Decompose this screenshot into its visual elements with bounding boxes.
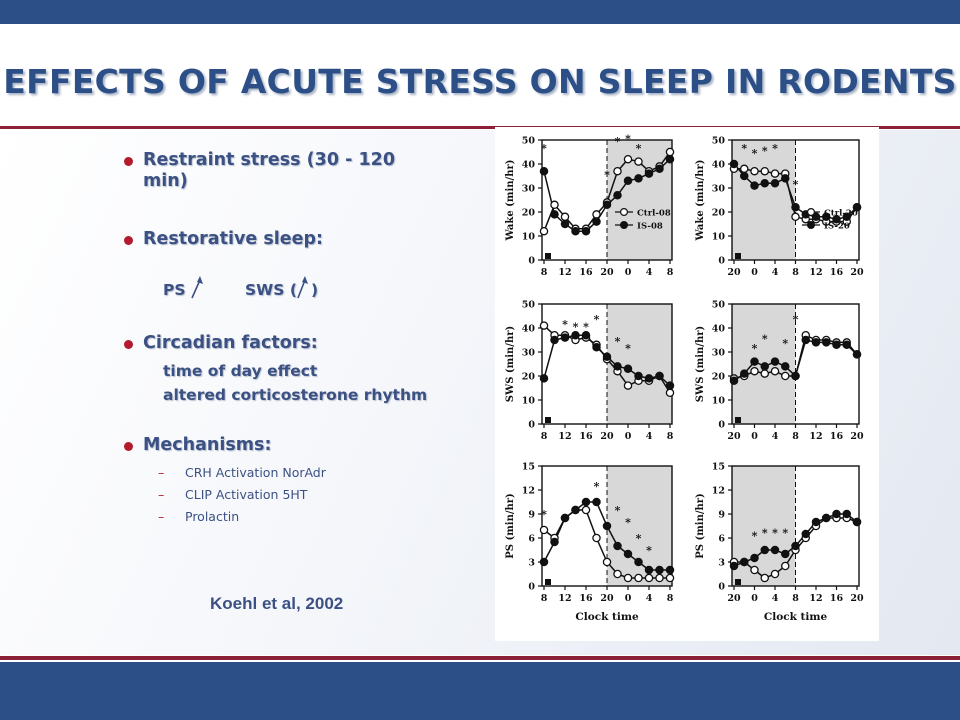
bullet-dot	[124, 442, 133, 451]
y-tick-label: 0	[718, 581, 725, 593]
data-point-open	[751, 566, 758, 573]
data-point-open	[751, 368, 758, 375]
y-axis-label: SWS (min/hr)	[695, 325, 706, 403]
data-point-open	[624, 156, 631, 163]
x-tick-label: 4	[771, 431, 779, 442]
data-point-filled	[540, 168, 547, 175]
y-tick-label: 0	[528, 581, 535, 593]
y-tick-label: 12	[711, 485, 725, 497]
legend-marker	[621, 209, 628, 216]
significance-asterisk: *	[541, 508, 547, 521]
data-point-open	[624, 382, 631, 389]
data-point-open	[771, 368, 778, 375]
data-point-filled	[551, 211, 558, 218]
stress-marker	[545, 253, 551, 259]
significance-asterisk: *	[792, 178, 799, 191]
y-tick-label: 0	[718, 255, 725, 267]
data-point-open	[751, 168, 758, 175]
x-tick-label: 0	[751, 267, 758, 278]
data-point-filled	[624, 177, 631, 184]
circadian-item: time of day effect	[163, 362, 318, 380]
mechanism-item: CRH Activation NorAdr	[185, 465, 326, 480]
significance-asterisk: *	[614, 134, 621, 148]
y-tick-label: 0	[528, 419, 535, 431]
data-point-filled	[624, 550, 631, 557]
y-axis-label: Wake (min/hr)	[505, 159, 516, 241]
y-tick-label: 30	[521, 347, 535, 359]
stress-marker	[545, 579, 551, 585]
data-point-filled	[635, 175, 642, 182]
x-tick-label: 0	[624, 593, 632, 604]
data-point-filled	[656, 372, 663, 379]
citation: Koehl et al, 2002	[210, 594, 344, 613]
stress-marker	[735, 417, 741, 423]
significance-asterisk: *	[614, 504, 621, 517]
sleep-charts	[495, 127, 879, 641]
data-point-open	[540, 322, 547, 329]
x-tick-label: 8	[792, 593, 799, 604]
data-point-open	[666, 148, 673, 155]
ps-label: PS	[163, 281, 186, 299]
data-point-filled	[635, 372, 642, 379]
y-tick-label: 10	[521, 231, 535, 243]
x-tick-label: 8	[792, 267, 799, 278]
y-tick-label: 40	[711, 159, 725, 171]
data-point-filled	[540, 558, 547, 565]
y-tick-label: 50	[711, 135, 725, 147]
legend-marker	[621, 222, 628, 229]
data-point-filled	[741, 558, 748, 565]
data-point-filled	[843, 341, 850, 348]
data-point-filled	[551, 336, 558, 343]
data-point-filled	[823, 514, 830, 521]
significance-asterisk: *	[792, 313, 799, 327]
significance-asterisk: *	[562, 318, 568, 331]
significance-asterisk: *	[761, 526, 768, 540]
data-point-filled	[561, 334, 568, 341]
y-tick-label: 15	[711, 461, 725, 473]
data-point-filled	[593, 344, 600, 351]
y-tick-label: 3	[718, 557, 725, 569]
y-tick-label: 9	[528, 509, 535, 521]
data-point-open	[593, 211, 600, 218]
x-tick-label: 20	[600, 267, 614, 278]
y-axis-label: PS (min/hr)	[505, 493, 516, 559]
significance-asterisk: *	[593, 313, 600, 327]
significance-asterisk: *	[541, 142, 547, 155]
x-tick-label: 12	[558, 267, 572, 278]
data-point-open	[782, 372, 789, 379]
data-point-filled	[540, 375, 547, 382]
data-point-filled	[614, 363, 621, 370]
x-tick-label: 20	[727, 431, 741, 442]
x-tick-label: 16	[579, 267, 593, 278]
y-axis-label: SWS (min/hr)	[505, 325, 516, 403]
legend-marker	[808, 222, 815, 229]
legend-entry: Ctrl-20	[824, 208, 858, 219]
x-tick-label: 12	[809, 593, 823, 604]
bullet-mechanisms: Mechanisms:	[143, 435, 272, 455]
y-tick-label: 50	[521, 135, 535, 147]
significance-asterisk: *	[635, 142, 642, 155]
y-tick-label: 50	[711, 299, 725, 311]
data-point-filled	[656, 165, 663, 172]
data-point-open	[603, 558, 610, 565]
significance-asterisk: *	[782, 337, 789, 351]
data-point-open	[771, 570, 778, 577]
data-point-filled	[582, 228, 589, 235]
significance-asterisk: *	[625, 516, 631, 529]
x-tick-label: 4	[645, 593, 653, 604]
x-tick-label: 20	[727, 593, 741, 604]
mechanism-item: Prolactin	[185, 509, 240, 524]
x-tick-label: 8	[666, 593, 674, 604]
x-tick-label: 8	[792, 431, 799, 442]
x-axis-label: Clock time	[763, 611, 828, 623]
data-point-filled	[582, 498, 589, 505]
circadian-item: altered corticosterone rhythm	[163, 386, 428, 404]
data-point-open	[582, 506, 589, 513]
y-tick-label: 50	[521, 299, 535, 311]
data-point-filled	[730, 562, 737, 569]
dark-phase-shading	[732, 140, 796, 260]
bullet-dot	[124, 157, 133, 166]
bullet-restraint-stress: Restraint stress (30 - 120 min)	[143, 150, 396, 191]
ps-arrow-up-icon	[188, 276, 208, 300]
top-banner	[0, 0, 960, 24]
x-tick-label: 20	[600, 593, 614, 604]
data-point-filled	[843, 510, 850, 517]
bullet-dot	[124, 236, 133, 245]
y-tick-label: 20	[711, 207, 725, 219]
data-point-open	[645, 574, 652, 581]
data-point-filled	[666, 156, 673, 163]
significance-asterisk: *	[772, 526, 778, 540]
significance-asterisk: *	[635, 532, 642, 545]
sleep-figure	[495, 127, 879, 641]
legend-entry: IS-20	[824, 221, 850, 232]
x-tick-label: 4	[645, 431, 653, 442]
x-tick-label: 20	[850, 593, 864, 604]
data-point-open	[561, 213, 568, 220]
data-point-open	[782, 562, 789, 569]
y-tick-label: 6	[718, 533, 725, 545]
y-tick-label: 6	[528, 533, 535, 545]
data-point-filled	[751, 554, 758, 561]
data-point-filled	[561, 220, 568, 227]
x-tick-label: 8	[666, 267, 674, 278]
significance-asterisk: *	[772, 142, 778, 155]
y-tick-label: 30	[521, 183, 535, 195]
slide-title: EFFECTS OF ACUTE STRESS ON SLEEP IN RODENTS	[3, 62, 957, 101]
x-tick-label: 12	[809, 431, 823, 442]
significance-asterisk: *	[572, 320, 579, 334]
stress-marker	[735, 579, 741, 585]
x-tick-label: 4	[645, 267, 653, 278]
x-tick-label: 8	[666, 431, 674, 442]
x-tick-label: 12	[558, 431, 572, 442]
x-tick-label: 16	[829, 431, 844, 442]
mech-dash: –	[158, 465, 165, 480]
significance-asterisk: *	[646, 544, 652, 557]
x-tick-label: 0	[624, 267, 632, 278]
y-tick-label: 40	[521, 323, 535, 335]
data-point-filled	[645, 170, 652, 177]
data-point-filled	[551, 538, 558, 545]
data-point-filled	[761, 180, 768, 187]
y-tick-label: 20	[521, 371, 535, 383]
data-point-filled	[833, 510, 840, 517]
y-tick-label: 15	[521, 461, 535, 473]
x-axis-label: Clock time	[575, 611, 639, 623]
y-tick-label: 3	[528, 557, 535, 569]
data-point-filled	[645, 566, 652, 573]
data-point-filled	[853, 518, 860, 525]
x-tick-label: 16	[579, 593, 593, 604]
stress-marker	[735, 253, 741, 259]
data-point-filled	[833, 341, 840, 348]
x-tick-label: 20	[727, 267, 741, 278]
data-point-filled	[802, 530, 809, 537]
y-tick-label: 12	[521, 485, 535, 497]
y-tick-label: 30	[711, 347, 725, 359]
significance-asterisk: *	[593, 480, 600, 493]
y-axis-label: Wake (min/hr)	[695, 159, 706, 241]
data-point-filled	[741, 370, 748, 377]
data-point-open	[666, 389, 673, 396]
y-tick-label: 40	[521, 159, 535, 171]
data-point-open	[614, 570, 621, 577]
top-divider	[0, 24, 960, 26]
data-point-open	[741, 165, 748, 172]
bullet-dot	[124, 340, 133, 349]
x-tick-label: 20	[600, 431, 614, 442]
x-tick-label: 4	[771, 267, 779, 278]
data-point-filled	[782, 363, 789, 370]
data-point-filled	[792, 542, 799, 549]
sws-arrow-up-icon	[294, 276, 312, 300]
bullet-restorative-sleep: Restorative sleep:	[143, 229, 323, 249]
legend-entry: IS-08	[637, 221, 663, 232]
data-point-filled	[771, 358, 778, 365]
stress-marker	[545, 417, 551, 423]
y-tick-label: 10	[521, 395, 535, 407]
data-point-filled	[572, 506, 579, 513]
data-point-filled	[730, 160, 737, 167]
x-tick-label: 0	[624, 431, 632, 442]
data-point-filled	[593, 218, 600, 225]
data-point-filled	[666, 382, 673, 389]
data-point-filled	[593, 498, 600, 505]
y-axis-label: PS (min/hr)	[695, 493, 706, 559]
x-tick-label: 12	[558, 593, 572, 604]
significance-asterisk: *	[583, 320, 589, 334]
data-point-open	[771, 170, 778, 177]
data-point-open	[656, 574, 663, 581]
x-tick-label: 8	[540, 267, 548, 278]
mechanism-item: CLIP Activation 5HT	[185, 487, 308, 502]
data-point-open	[792, 213, 799, 220]
data-point-filled	[751, 182, 758, 189]
data-point-filled	[741, 172, 748, 179]
data-point-filled	[645, 375, 652, 382]
data-point-filled	[751, 358, 758, 365]
significance-asterisk: *	[782, 526, 789, 540]
data-point-open	[624, 574, 631, 581]
data-point-filled	[782, 550, 789, 557]
data-point-filled	[792, 204, 799, 211]
data-point-open	[540, 228, 547, 235]
x-tick-label: 16	[579, 431, 593, 442]
data-point-open	[635, 574, 642, 581]
mech-dash: –	[158, 487, 165, 502]
data-point-open	[666, 574, 673, 581]
data-point-filled	[614, 542, 621, 549]
significance-asterisk: *	[761, 144, 768, 158]
sws-label: SWS (	[245, 281, 297, 299]
y-tick-label: 0	[528, 255, 535, 267]
x-tick-label: 20	[850, 431, 864, 442]
y-tick-label: 30	[711, 183, 725, 195]
data-point-filled	[761, 546, 768, 553]
data-point-open	[761, 168, 768, 175]
significance-asterisk: *	[604, 168, 610, 182]
x-tick-label: 16	[829, 267, 844, 278]
bottom-banner	[0, 662, 960, 720]
legend-marker	[808, 209, 815, 216]
data-point-filled	[603, 201, 610, 208]
significance-asterisk: *	[614, 334, 621, 348]
data-point-open	[761, 370, 768, 377]
data-point-open	[761, 574, 768, 581]
data-point-filled	[614, 192, 621, 199]
y-tick-label: 9	[718, 509, 725, 521]
data-point-filled	[812, 339, 819, 346]
data-point-filled	[771, 180, 778, 187]
y-tick-label: 40	[711, 323, 725, 335]
x-tick-label: 12	[809, 267, 823, 278]
data-point-open	[540, 526, 547, 533]
data-point-open	[551, 201, 558, 208]
mech-dash: –	[158, 509, 165, 524]
x-tick-label: 20	[850, 267, 864, 278]
data-point-filled	[761, 363, 768, 370]
sws-close-paren: )	[311, 281, 319, 299]
significance-asterisk: *	[761, 332, 768, 346]
data-point-open	[614, 168, 621, 175]
x-tick-label: 4	[771, 593, 779, 604]
legend-entry: Ctrl-08	[637, 208, 671, 219]
x-tick-label: 0	[751, 593, 758, 604]
x-tick-label: 0	[751, 431, 758, 442]
data-point-filled	[802, 336, 809, 343]
bottom-divider	[0, 656, 960, 660]
data-point-filled	[635, 558, 642, 565]
significance-asterisk: *	[625, 132, 631, 146]
data-point-open	[635, 158, 642, 165]
x-tick-label: 16	[829, 593, 844, 604]
y-tick-label: 0	[718, 419, 725, 431]
data-point-filled	[792, 372, 799, 379]
data-point-filled	[656, 566, 663, 573]
data-point-filled	[823, 339, 830, 346]
y-tick-label: 10	[711, 395, 725, 407]
significance-asterisk: *	[751, 529, 758, 543]
x-tick-label: 8	[540, 593, 548, 604]
y-tick-label: 20	[521, 207, 535, 219]
data-point-filled	[782, 175, 789, 182]
significance-asterisk: *	[741, 142, 748, 155]
data-point-filled	[572, 228, 579, 235]
significance-asterisk: *	[625, 342, 631, 355]
data-point-filled	[853, 351, 860, 358]
data-point-filled	[603, 522, 610, 529]
x-tick-label: 8	[540, 431, 548, 442]
data-point-filled	[730, 377, 737, 384]
data-point-filled	[812, 518, 819, 525]
y-tick-label: 20	[711, 371, 725, 383]
bullet-circadian-factors: Circadian factors:	[143, 333, 318, 353]
data-point-open	[593, 534, 600, 541]
y-tick-label: 10	[711, 231, 725, 243]
data-point-filled	[666, 566, 673, 573]
data-point-filled	[561, 514, 568, 521]
significance-asterisk: *	[751, 146, 758, 160]
data-point-filled	[771, 546, 778, 553]
data-point-filled	[603, 353, 610, 360]
data-point-filled	[624, 365, 631, 372]
significance-asterisk: *	[751, 342, 758, 355]
